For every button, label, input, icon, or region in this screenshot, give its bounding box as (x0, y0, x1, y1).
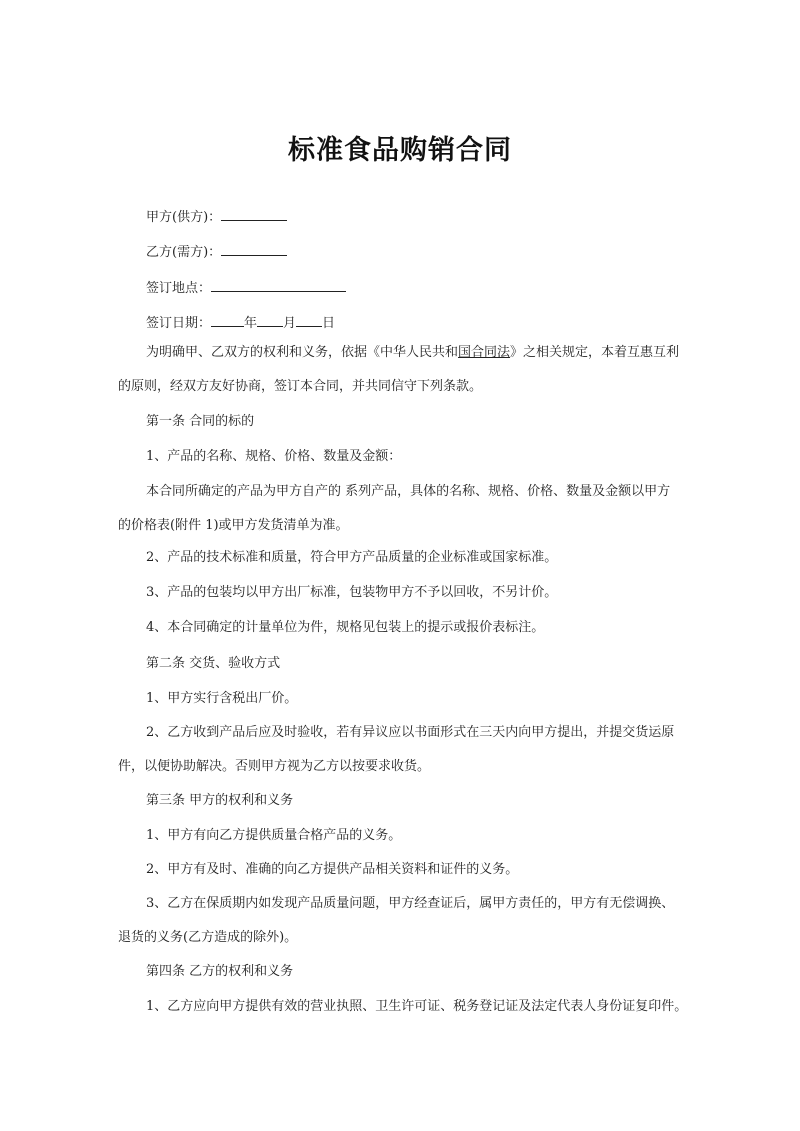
party-a-line (118, 208, 683, 224)
article2-item1: 1、甲方实行含税出厂价。 (146, 691, 298, 706)
article1-item2: 2、产品的技术标准和质量，符合甲方产品质量的企业标准或国家标准。 (146, 550, 558, 565)
article1-item1: 1、产品的名称、规格、价格、数量及金额： (146, 449, 402, 464)
contract-law-link[interactable]: 国合同法 (458, 345, 511, 360)
day-blank[interactable] (296, 314, 322, 327)
preamble-text-after: 》之相关规定，本着互惠互利的原则，经双方友好协商，签订本合同，并共同信守下列条款。 (118, 345, 680, 394)
month-label: 月 (283, 316, 297, 331)
article2-item2: 2、乙方收到产品后应及时验收，若有异议应以书面形式在三天内向甲方提出，并提交货运原件，以便协助解决。否则甲方视为乙方以按要求收货。 (118, 725, 675, 774)
party-b-label: 乙方(需方)： (146, 245, 222, 260)
party-b-blank[interactable] (221, 243, 287, 256)
day-label: 日 (322, 316, 336, 331)
signing-place-line (118, 279, 683, 295)
preamble-text-before: 为明确甲、乙双方的权利和义务，依据《中华人民共和 (146, 345, 459, 360)
preamble-paragraph (118, 336, 683, 404)
party-b-line (118, 243, 683, 259)
article1-item1-detail: 本合同所确定的产品为甲方自产的 系列产品，具体的名称、规格、价格、数量及金额以甲方的价格表(附件 1)或甲方发货清单为准。 (118, 484, 671, 533)
month-blank[interactable] (257, 314, 283, 327)
article4-heading: 第四条 乙方的权利和义务 (146, 964, 294, 979)
article3-heading: 第三条 甲方的权利和义务 (146, 793, 294, 808)
party-a-blank[interactable] (221, 208, 287, 221)
article2-heading: 第二条 交货、验收方式 (146, 656, 281, 671)
article3-item2: 2、甲方有及时、准确的向乙方提供产品相关资料和证件的义务。 (146, 862, 519, 877)
signing-place-blank[interactable] (211, 279, 346, 292)
article3-item1: 1、甲方有向乙方提供质量合格产品的义务。 (146, 828, 402, 843)
signing-date-label: 签订日期： (146, 316, 212, 331)
document-title: 标准食品购销合同 (288, 135, 512, 166)
party-a-label: 甲方(供方)： (146, 210, 222, 225)
article1-heading: 第一条 合同的标的 (146, 414, 255, 429)
article3-item3: 3、乙方在保质期内如发现产品质量问题，甲方经查证后，属甲方责任的，甲方有无偿调换、退货的义务(乙方造成的除外)。 (118, 896, 675, 945)
article1-item4: 4、本合同确定的计量单位为件，规格见包装上的提示或报价表标注。 (146, 620, 545, 635)
signing-date-line (118, 314, 683, 330)
article4-item1: 1、乙方应向甲方提供有效的营业执照、卫生许可证、税务登记证及法定代表人身份证复印件。 (146, 999, 688, 1014)
year-label: 年 (244, 316, 258, 331)
signing-place-label: 签订地点： (146, 281, 212, 296)
article1-item3: 3、产品的包装均以甲方出厂标准，包装物甲方不予以回收，不另计价。 (146, 585, 558, 600)
year-blank[interactable] (211, 314, 244, 327)
